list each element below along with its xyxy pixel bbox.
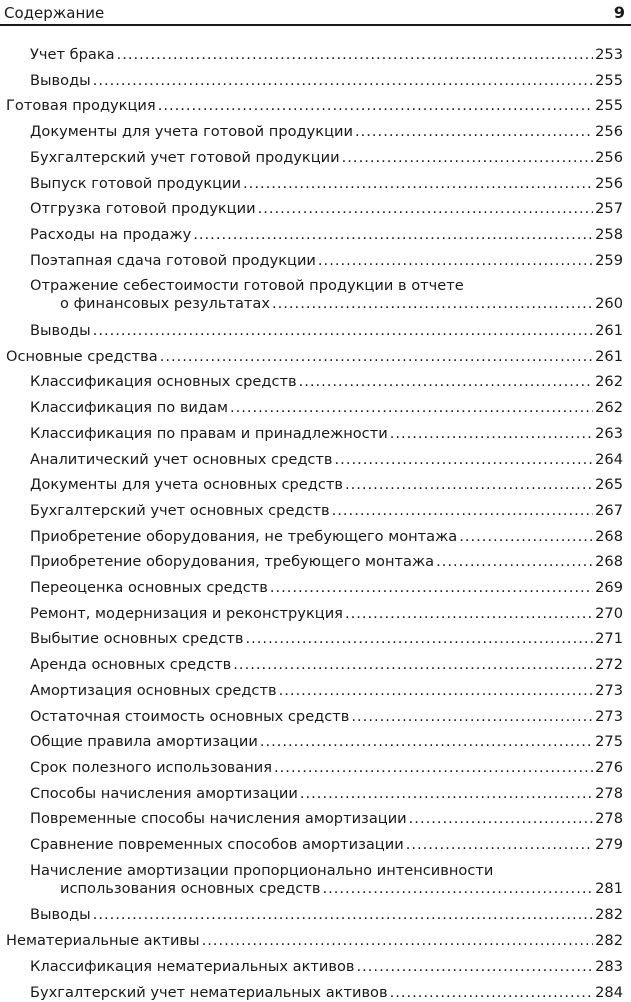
dot-leader [202,932,594,950]
dot-leader [342,149,593,167]
page-header [0,0,631,24]
toc-subsection [30,476,623,494]
toc-subsection [30,630,623,648]
toc-subsection [30,708,623,726]
toc-subsection [30,149,623,167]
dot-leader [332,502,594,520]
dot-leader [193,226,593,244]
toc-subsection [30,252,623,270]
toc-section [6,348,623,366]
toc-subsection [30,72,623,90]
dot-leader [355,123,593,141]
toc-subsection [30,906,623,924]
toc-subsection [30,733,623,751]
dot-leader [335,451,594,469]
toc-subsection [30,862,623,898]
dot-leader [300,785,593,803]
toc-entry-title: Основные средства [6,347,158,365]
toc-entry-page: 253 [595,46,623,63]
dot-leader [318,252,593,270]
toc-entry-title: о финансовых результатах [60,295,270,313]
toc-entry-title: Выводы [30,322,91,339]
dot-leader [246,630,594,648]
dot-leader [160,348,593,366]
toc-subsection [30,836,623,854]
toc-subsection [30,656,623,674]
dot-leader [390,984,594,1002]
toc-entry-page: 270 [595,604,623,622]
toc-entry-title: Учет брака [30,46,115,63]
toc-subsection [30,399,623,417]
toc-entry-title: Бухгалтерский учет основных средств [30,501,330,519]
dot-leader [93,72,593,90]
toc-entry-title: Бухгалтерский учет готовой продукции [30,148,340,166]
toc-entry-page: 268 [595,553,623,571]
toc-entry-title: использования основных средств [60,879,321,897]
toc-subsection [30,425,623,443]
toc-entry-page: 256 [595,123,623,141]
toc-subsection [30,605,623,623]
dot-leader [322,880,593,898]
toc-entry-title: Выводы [30,71,91,89]
dot-leader [230,399,593,417]
toc-entry-page: 262 [595,373,623,391]
dot-leader [272,295,593,313]
toc-subsection [30,123,623,141]
dot-leader [233,656,593,674]
toc-entry-title: Отгрузка готовой продукции [30,200,256,218]
dot-leader [243,175,593,193]
toc-entry-page: 271 [595,630,623,648]
toc-entry-page: 269 [595,579,623,596]
toc-entry-title-line1: Начисление амортизации пропорционально интенсивности [30,861,494,879]
toc-entry-page: 268 [595,527,623,545]
toc-subsection [30,958,623,976]
toc-entry-title: Общие правила амортизации [30,733,258,751]
toc-entry-page: 257 [595,200,623,218]
dot-leader [158,97,593,115]
toc-entry-title: Ремонт, модернизация и реконструкция [30,604,343,622]
toc-subsection [30,46,623,64]
running-title: Содержание [4,4,105,22]
toc-entry-title: Нематериальные активы [6,932,200,950]
toc-subsection [30,200,623,218]
toc-entry-title: Выпуск готовой продукции [30,174,242,192]
toc-entry-title: Документы для учета основных средств [30,476,343,494]
toc-subsection [30,528,623,546]
toc-subsection [30,277,623,313]
dot-leader [299,373,594,391]
dot-leader [357,958,594,976]
toc-entry-page: 260 [595,295,623,313]
dot-leader [345,476,593,494]
toc-entry-page: 267 [595,501,623,519]
toc-entry-page: 282 [595,906,623,924]
dot-leader [270,579,593,597]
toc-entry-page: 273 [595,707,623,725]
toc-entry-title: Амортизация основных средств [30,681,277,699]
toc-entry-page: 282 [595,932,623,950]
toc-subsection [30,373,623,391]
toc-entry-page: 261 [595,322,623,339]
toc-entry-title: Приобретение оборудования, не требующего монтажа [30,527,458,545]
toc-section [6,932,623,950]
toc-entry-page: 262 [595,399,623,417]
toc-entry-page: 264 [595,450,623,468]
toc-subsection [30,984,623,1002]
toc-subsection [30,682,623,700]
toc-entry-title: Готовая продукция [6,97,156,115]
dot-leader [409,810,593,828]
toc-subsection [30,810,623,828]
header-rule [0,24,631,26]
toc-entry-page: 283 [595,957,623,975]
toc-entry-title: Способы начисления амортизации [30,784,298,802]
toc-entry-page: 256 [595,174,623,192]
toc-entry-page: 275 [595,733,623,751]
dot-leader [390,425,593,443]
toc-subsection [30,226,623,244]
dot-leader [406,836,593,854]
toc-entry-title: Остаточная стоимость основных средств [30,707,350,725]
toc-entry-page: 276 [595,758,623,776]
dot-leader [274,759,593,777]
toc-entry-title: Приобретение оборудования, требующего монтажа [30,553,435,571]
toc-entry-page: 263 [595,424,623,442]
toc-entry-title: Классификация по видам [30,399,228,417]
toc-entry-title: Классификация основных средств [30,373,297,391]
dot-leader [345,605,593,623]
toc-entry-title: Повременные способы начисления амортизации [30,810,407,828]
dot-leader [117,46,594,64]
toc-entry-page: 278 [595,810,623,828]
toc-entry-title: Аналитический учет основных средств [30,450,333,468]
toc-entry-title: Срок полезного использования [30,758,273,776]
toc-entry-title: Аренда основных средств [30,656,232,674]
toc-entry-title: Расходы на продажу [30,225,192,243]
toc-entry-page: 255 [595,97,623,115]
dot-leader [260,733,593,751]
toc-entry-title: Классификация по правам и принадлежности [30,424,388,442]
toc-subsection [30,553,623,571]
toc-entry-page: 258 [595,225,623,243]
toc-entry-title: Выводы [30,906,91,924]
toc-subsection [30,579,623,597]
toc-subsection [30,451,623,469]
toc-entry-title: Переоценка основных средств [30,579,268,596]
toc-subsection [30,759,623,777]
toc-entry-title-line1: Отражение себестоимости готовой продукции в отчете [30,277,464,295]
toc-entry-page: 256 [595,148,623,166]
page-number: 9 [613,3,625,22]
toc-subsection [30,502,623,520]
toc-entry-page: 272 [595,656,623,674]
toc-section [6,97,623,115]
dot-leader [93,906,593,924]
toc-entry-page: 273 [595,681,623,699]
dot-leader [93,322,593,340]
dot-leader [436,553,593,571]
toc-entry-page: 281 [595,879,623,897]
toc-entry-page: 284 [595,983,623,1001]
toc-entry-page: 265 [595,476,623,494]
dot-leader [258,200,594,218]
toc-subsection [30,785,623,803]
dot-leader [279,682,594,700]
dot-leader [459,528,593,546]
toc-entry-title: Выбытие основных средств [30,630,244,648]
toc-entry-page: 278 [595,784,623,802]
toc-entry-title: Поэтапная сдача готовой продукции [30,251,316,269]
toc-entry-page: 261 [595,347,623,365]
toc-entry-title: Документы для учета готовой продукции [30,123,353,141]
dot-leader [351,708,593,726]
toc-subsection [30,322,623,340]
toc-entry-title: Сравнение повременных способов амортизации [30,836,404,853]
toc-entry-page: 259 [595,251,623,269]
toc-entry-title: Бухгалтерский учет нематериальных активов [30,983,388,1001]
toc-entry-page: 279 [595,836,623,853]
toc-subsection [30,175,623,193]
toc-entry-page: 255 [595,71,623,89]
toc-entry-title: Классификация нематериальных активов [30,957,355,975]
